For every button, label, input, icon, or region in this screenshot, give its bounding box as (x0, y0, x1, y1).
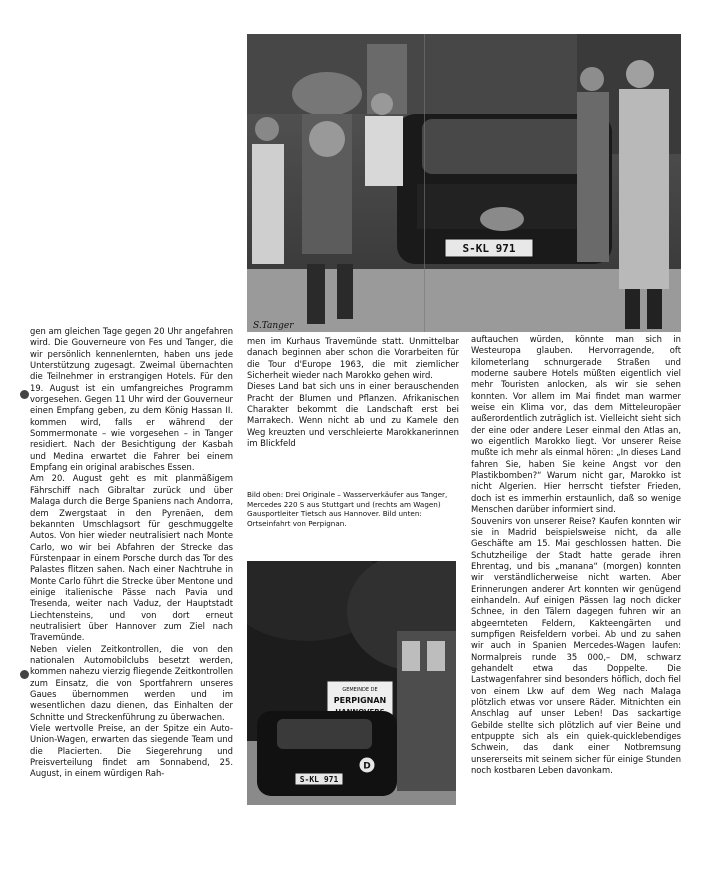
paragraph: men im Kurhaus Travemünde statt. Unmittelbar danach beginnen aber schon die Vorarbeiten für die Tour d'Europe 1963, die mit ziemlicher Sicherheit wieder nach Marokko gehen wird. (247, 336, 459, 381)
paragraph: Am 20. August geht es mit planmäßigem Fährschiff nach Gibraltar zurück und über Malaga durch die Berge Spaniens nach Andorra, dem Zwergstaat in den Pyrenäen, dem bekannten Umschlagsort für geschmuggelte Autos. Von hier wieder neutralisiert nach Monte Carlo, wo wir bei Abfahren der Strecke das Fürstenpaar in einem Porsche durch das Tor des Palastes flitzen sahen. Nach einer Nachtruhe in Monte Carlo führt die Strecke über Mentone und einige italienische Pässe nach Pavia und Tresenda, weiter nach Vaduz, der Hauptstadt Liechtensteins, und von dort erneut neutralisiert über Hannover zum Ziel nach Travemünde. (30, 473, 233, 643)
punch-hole-mark (20, 390, 29, 399)
photo-fold-line (424, 34, 425, 332)
sign-line-1: GEMEINDE DE (342, 687, 378, 693)
punch-hole-mark (20, 670, 29, 679)
text-column-3 (471, 334, 681, 776)
photo-bottom-illustration (247, 561, 456, 805)
photo-water-sellers-mercedes (247, 34, 681, 332)
country-badge: D (363, 761, 371, 772)
paragraph: Viele wertvolle Preise, an der Spitze ein Auto-Union-Wagen, erwarten das siegende Team und die Placierten. Die Siegerehrung und Preisverteilung findet am Sonnabend, 25. August, in einem würdigen Rah- (30, 723, 233, 779)
license-plate-text: S-KL 971 (462, 242, 516, 255)
text-column-2 (247, 336, 459, 449)
text-column-1 (30, 326, 233, 780)
paragraph: Souvenirs von unserer Reise? Kaufen konnten wir sie in Madrid beispielsweise nicht, da alle Geschäfte am 15. Mai geschlossen hatten. Die Schutzheilige der Stadt hatte gerade ihren Ehrentag, und bis „manana“ (morgen) konnten wir verständlicherweise nicht warten. Aber Erinnerungen anderer Art konnten wir genügend einhandeln. Auf einigen Pässen lag noch dicker Schnee, in den Tälern dagegen fuhren wir an abgeernteten Feldern, Kakteengärten und sumpfigen Reisfeldern vorbei. Ab und zu sahen wir auch in Spanien Mercedes-Wagen laufen: Normalpreis runde 35 000,– DM, schwarz gehandelt etwa das Doppelte. Die Lastwagenfahrer sind besonders höflich, doch fiel von einem Lkw auf dem Weg nach Malaga plötzlich etwas vor unsere Räder. Mitnichten ein Anschlag auf unser Leben! Das sackartige Gebilde stellte sich plötzlich auf vier Beine und entpuppte sich als ein quiek-quicklebendiges Schwein, das dank einer Notbremsung unsererseits mit seinem sicher für einige Stunden noch kostbaren Leben davonkam. (471, 515, 681, 776)
photo-perpignan-entrance (247, 561, 456, 805)
license-plate-text: S-KL 971 (299, 775, 339, 784)
paragraph: Neben vielen Zeitkontrollen, die von den nationalen Automobilclubs besetzt werden, kommen nahezu vierzig fliegende Zeitkontrollen zum Einsatz, die von Sportfahrern unseres Gaues übernommen werden und im wesentlichen dazu dienen, das Einhalten der Schnitte und Streckenführung zu überwachen. (30, 643, 233, 722)
photographer-signature: S.Tanger (253, 321, 294, 331)
sign-line-2: PERPIGNAN (333, 696, 387, 705)
paragraph: Dieses Land bat sich uns in einer berauschenden Pracht der Blumen und Pflanzen. Afrikanischen Charakter bekommt die Landschaft erst bei Marrakech. Wenn nicht ab und zu Kamele den Weg kreuzten und verschleierte Marokkanerinnen im Blickfeld (247, 381, 459, 449)
photo-top-illustration (247, 34, 681, 332)
photo-caption: Bild oben: Drei Originale – Wasserverkäufer aus Tanger, Mercedes 220 S aus Stuttgart und (rechts am Wagen) Gausportleiter Tietsch aus Hannover. Bild unten: Ortseinfahrt von Perpignan. (247, 490, 448, 528)
paragraph: gen am gleichen Tage gegen 20 Uhr angefahren wird. Die Gouverneure von Fes und Tanger, die wir persönlich kennenlernten, haben uns jede Unterstützung zugesagt. Zweimal übernachten die Teilnehmer in erstrangigen Hotels. Für den 19. August ist ein umfangreiches Programm vorgesehen. Gegen 11 Uhr wird der Gouverneur einen Empfang geben, zu dem König Hassan II. kommen wird, falls er während der Sommermonate – wie vorgesehen – in Tanger residiert. Nach der Besichtigung der Kasbah und Medina erwartet die Fahrer bei einem Empfang ein original arabisches Essen. (30, 326, 233, 473)
paragraph: auftauchen würden, könnte man sich in Westeuropa glauben. Hervorragende, oft kilometerlang schnurgerade Straßen und moderne saubere Hotels müßten eigentlich viel mehr Touristen anlocken, als wir sie sehen konnten. Vor allem im Mai findet man warmer weise ein Klima vor, das dem Mitteleuropäer außerordentlich zuträglich ist. Vielleicht sieht sich der eine oder andere Leser einmal den Atlas an, wo eigentlich Marokko liegt. Vor unserer Reise mußte ich mehr als einmal hören: „In dieses Land fahren Sie, haben Sie keine Angst vor den Plastikbomben?“ Warum nicht gar, Marokko ist nicht Algerien. Hier herrscht tiefster Frieden, doch ist es immerhin erstaunlich, daß so wenige Menschen darüber informiert sind. (471, 334, 681, 515)
